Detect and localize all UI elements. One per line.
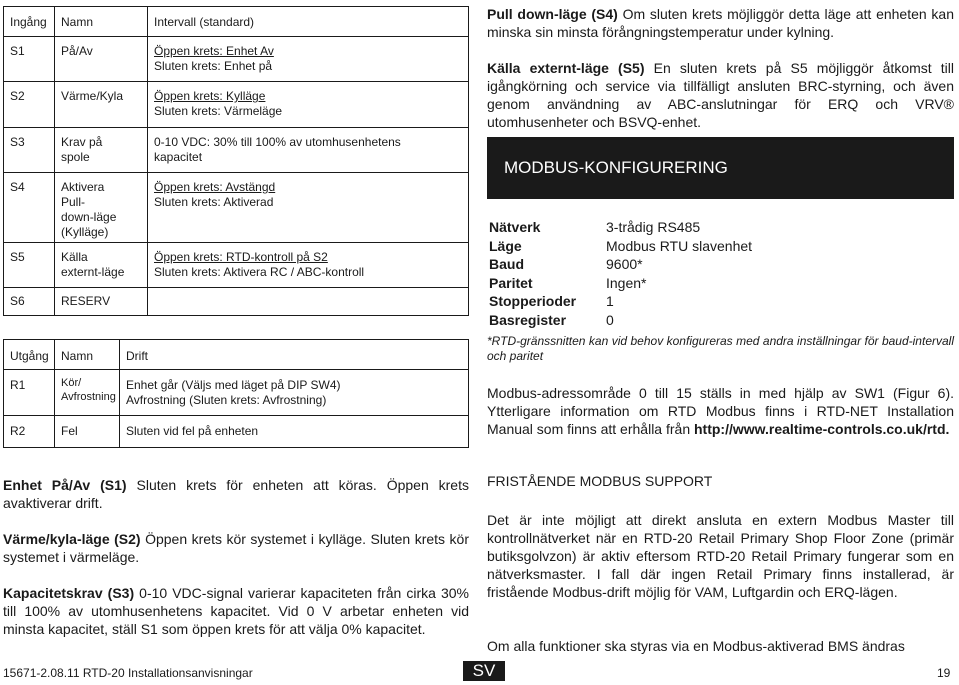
- rtd-link[interactable]: http://www.realtime-controls.co.uk/rtd.: [694, 421, 950, 437]
- table-row: [4, 37, 469, 82]
- inputs-table: [3, 6, 469, 316]
- outputs-header-id: Utgång: [4, 340, 55, 370]
- open-circuit-text: Öppen krets: Enhet Av: [154, 44, 274, 58]
- s5-label: Källa externt-läge (S5): [487, 60, 645, 76]
- last-line: Om alla funktioner ska styras via en Modbus-aktiverad BMS ändras: [487, 638, 905, 654]
- table-row: [4, 243, 469, 288]
- param-value: Modbus RTU slavenhet: [606, 237, 753, 254]
- param-key: Paritet: [489, 274, 533, 291]
- operation-line: Enhet går (Väljs med läget på DIP SW4): [126, 378, 341, 392]
- s3-description: [3, 584, 469, 638]
- row-name: På/Av: [55, 37, 148, 82]
- row-id: S1: [4, 37, 55, 82]
- table-row: [4, 288, 469, 316]
- language-badge: SV: [463, 661, 505, 681]
- closed-circuit-text: Sluten krets: Värmeläge: [154, 104, 283, 118]
- inputs-header-range: Intervall (standard): [148, 7, 469, 37]
- inputs-header-name: Namn: [55, 7, 148, 37]
- row-id: R2: [4, 416, 55, 448]
- param-key: Baud: [489, 256, 524, 272]
- footer-doc-id: 15671-2.08.11 RTD-20 Installationsanvisningar: [3, 666, 253, 680]
- standalone-text: Det är inte möjligt att direkt ansluta en extern Modbus Master till kontrollnätverket när en RTD-20 Retail Primary Shop Floor Zone (primär butiksgolvzon) är aktiv eftersom RTD-20 Retail Primary fungerar som en nätverksmaster. I fall där ingen Retail Primary finns installerad, är fristående Modbus-drift möjlig för VAM, Luftgardin och ERQ-lägen.: [487, 512, 954, 600]
- param-value: Ingen*: [606, 274, 647, 291]
- s1-description: [3, 476, 469, 512]
- row-name: Krav på spole: [55, 128, 148, 173]
- s2-text: Öppen krets kör systemet i kylläge. Sluten krets kör systemet i värmeläge.: [3, 531, 469, 565]
- s3-label: Kapacitetskrav (S3): [3, 585, 135, 601]
- param-key: Basregister: [489, 311, 567, 328]
- outputs-table: [3, 339, 469, 448]
- row-operation: Sluten vid fel på enheten: [120, 416, 469, 448]
- row-name: RESERV: [55, 288, 148, 316]
- closed-circuit-text: Sluten krets: Enhet på: [154, 59, 273, 73]
- s2-label: Värme/kyla-läge (S2): [3, 531, 141, 547]
- s4-label: Pull down-läge (S4): [487, 6, 618, 22]
- s1-label: Enhet På/Av (S1): [3, 477, 127, 493]
- row-id: R1: [4, 370, 55, 416]
- address-description: [487, 384, 954, 438]
- row-range: [148, 37, 469, 82]
- address-text: Modbus-adressområde 0 till 15 ställs in med hjälp av SW1 (Figur 6). Ytterligare information om RTD Modbus finns i RTD-NET Installation Manual som finns att erhålla från: [487, 385, 954, 437]
- table-row: [4, 173, 469, 243]
- inputs-header-id: Ingång: [4, 7, 55, 37]
- param-value: 0: [606, 311, 614, 328]
- row-id: S2: [4, 82, 55, 128]
- row-name: Aktivera Pull- down-läge (Kylläge): [55, 173, 148, 243]
- s1-text: Sluten krets för enheten att köras. Öppen krets avaktiverar drift.: [3, 477, 469, 511]
- table-row: [4, 82, 469, 128]
- row-name: Kör/ Avfrostning: [55, 370, 120, 416]
- s2-description: [3, 530, 469, 566]
- row-id: S6: [4, 288, 55, 316]
- param-key: Nätverk: [489, 219, 541, 235]
- footnote: *RTD-gränssnitten kan vid behov konfigureras med andra inställningar för baud-intervall och paritet: [487, 334, 954, 363]
- modbus-heading: MODBUS-KONFIGURERING: [487, 137, 954, 199]
- table-row: [4, 370, 469, 416]
- row-range: [148, 82, 469, 128]
- row-id: S5: [4, 243, 55, 288]
- param-value: 1: [606, 293, 614, 309]
- row-name: Källa externt-läge: [55, 243, 148, 288]
- param-key: Stopperioder: [489, 293, 577, 309]
- row-range: [148, 288, 469, 316]
- row-range: [148, 243, 469, 288]
- closed-circuit-text: Sluten krets: Aktivera RC / ABC-kontroll: [154, 265, 365, 279]
- s4-description: [487, 5, 954, 41]
- row-range: [148, 173, 469, 243]
- s5-text: En sluten krets på S5 möjliggör åtkomst till igångkörning och service via tillfälligt ansluten BRC-styrning, och även genom användning av ABC-anslutningar för ERQ och VRV® utomhusenheter och BSVQ-enhet.: [487, 60, 954, 130]
- param-value: 9600*: [606, 256, 643, 272]
- row-id: S3: [4, 128, 55, 173]
- row-range: 0-10 VDC: 30% till 100% av utomhusenhetens kapacitet: [148, 128, 469, 173]
- open-circuit-text: Öppen krets: Avstängd: [154, 180, 276, 194]
- row-name: Fel: [55, 416, 120, 448]
- row-operation: [120, 370, 469, 416]
- outputs-header-operation: Drift: [120, 340, 469, 370]
- table-row: [4, 128, 469, 173]
- operation-line: Avfrostning (Sluten krets: Avfrostning): [126, 393, 327, 407]
- open-circuit-text: Öppen krets: RTD-kontroll på S2: [154, 250, 328, 264]
- param-key: Läge: [489, 237, 522, 254]
- standalone-heading: FRISTÅENDE MODBUS SUPPORT: [487, 473, 713, 489]
- page-number: 19: [937, 666, 951, 680]
- open-circuit-text: Öppen krets: Kylläge: [154, 89, 266, 103]
- param-value: 3-trådig RS485: [606, 219, 701, 235]
- s3-text: 0-10 VDC-signal varierar kapaciteten från cirka 30% till 100% av utomhusenhetens kapacitet. Vid 0 V arbetar enheten vid minsta kapacitet, ställ S1 som öppen krets för att välja 0% kapacitet.: [3, 585, 470, 637]
- s4-text: Om sluten krets möjliggör detta läge att enheten kan minska sin minsta förångningstemperatur under kylning.: [487, 6, 954, 40]
- row-id: S4: [4, 173, 55, 243]
- table-row: [4, 416, 469, 448]
- outputs-header-name: Namn: [55, 340, 120, 370]
- closed-circuit-text: Sluten krets: Aktiverad: [154, 195, 274, 209]
- s5-description: [487, 59, 954, 131]
- row-name: Värme/Kyla: [55, 82, 148, 128]
